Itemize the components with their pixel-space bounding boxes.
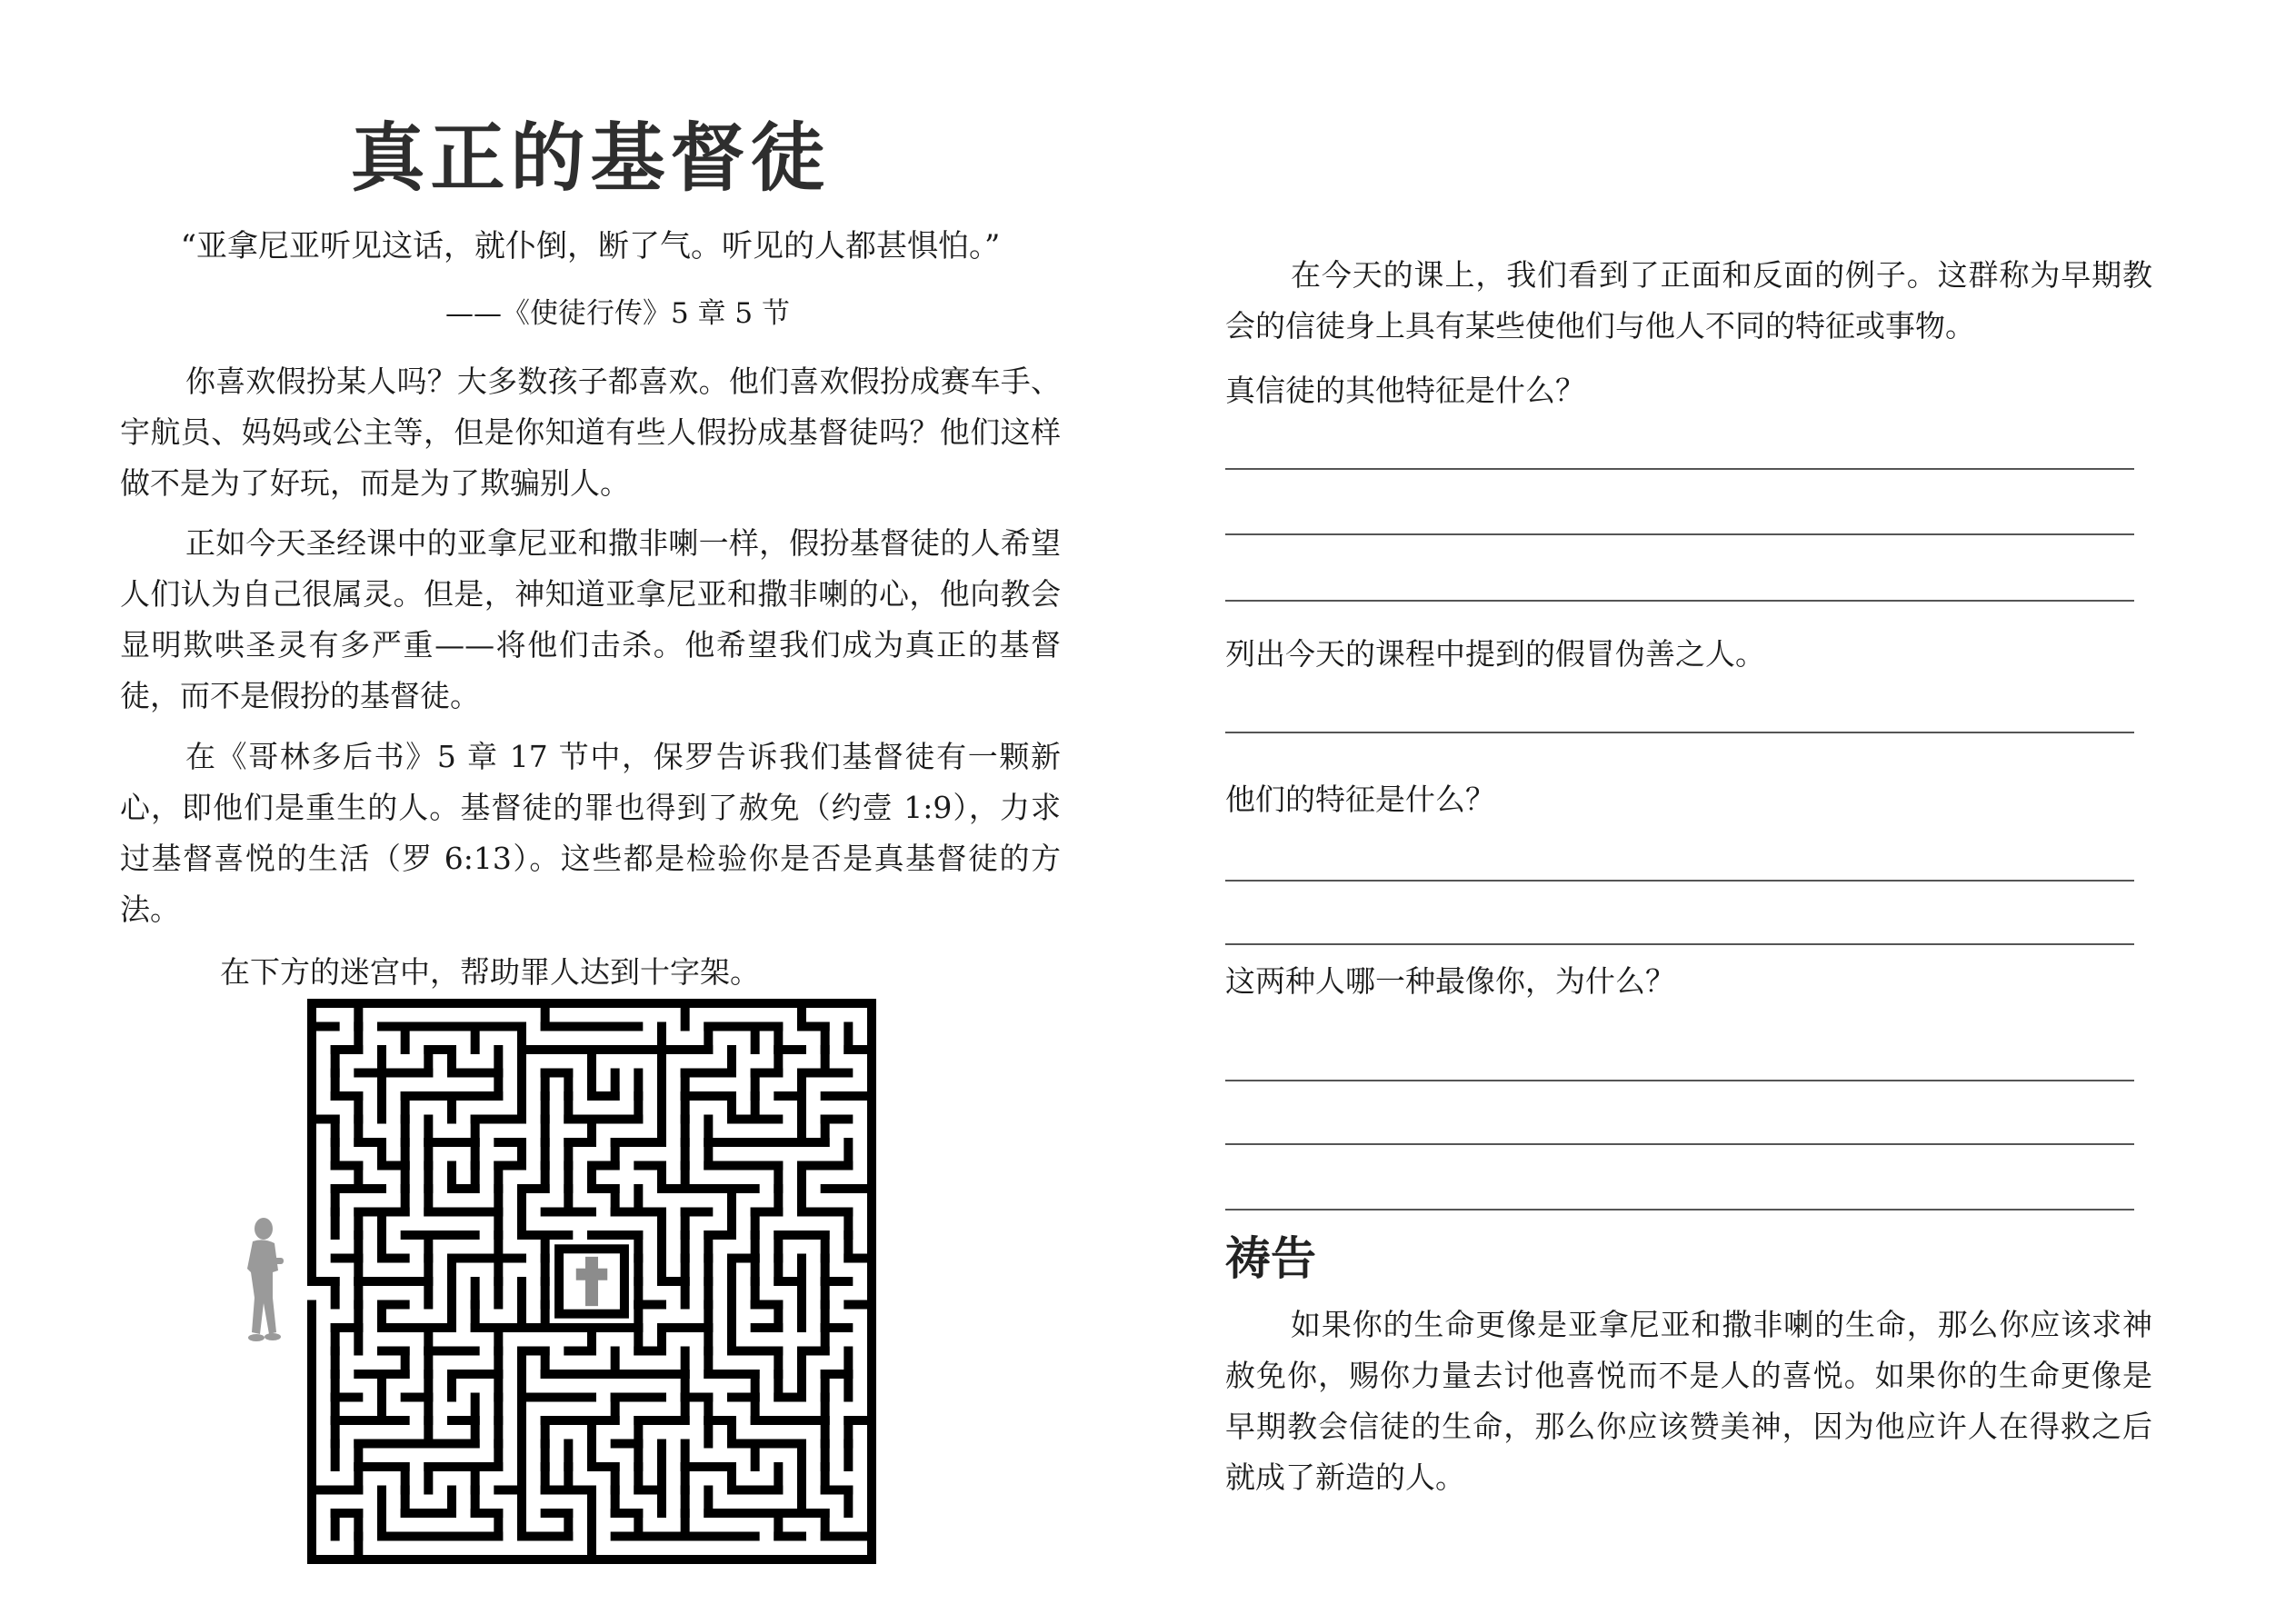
sinner-figure-icon	[245, 1216, 285, 1343]
verse-reference: ——《使徒行传》5 章 5 节	[444, 297, 790, 330]
answer-line[interactable]	[1225, 880, 2134, 882]
answer-line[interactable]	[1225, 1080, 2134, 1081]
left-page	[120, 0, 1061, 1624]
memory-verse: “亚拿尼亚听见这话，就仆倒，断了气。听见的人都甚惧怕。”	[180, 228, 1001, 264]
answer-line[interactable]	[1225, 732, 2134, 733]
question-4: 这两种人哪一种最像你，为什么？	[1225, 963, 1675, 999]
question-3: 他们的特征是什么？	[1225, 782, 1495, 817]
intro-paragraph: 你喜欢假扮某人吗？大多数孩子都喜欢。他们喜欢假扮成赛车手、宇航员、妈妈或公主等，但是你知道有些人假扮成基督徒吗？他们这样做不是为了好玩，而是为了欺骗别人。	[120, 364, 1061, 501]
second-paragraph: 正如今天圣经课中的亚拿尼亚和撒非喇一样，假扮基督徒的人希望人们认为自己很属灵。但是，神知道亚拿尼亚和撒非喇的心，他向教会显明欺哄圣灵有多严重——将他们击杀。他希望我们成为真正的基督徒，而不是假扮的基督徒。	[120, 525, 1061, 713]
maze[interactable]	[306, 998, 877, 1565]
question-1: 真信徒的其他特征是什么？	[1225, 373, 1585, 408]
right-page	[1225, 0, 2152, 1624]
third-paragraph: 在《哥林多后书》5 章 17 节中，保罗告诉我们基督徒有一颗新心，即他们是重生的人。基督徒的罪也得到了赦免（约壹 1:9），力求过基督喜悦的生活（罗 6:13）。这些都是检验你是否是真基督徒的方法。	[120, 739, 1061, 927]
answer-line[interactable]	[1225, 1209, 2134, 1211]
lesson-intro: 在今天的课上，我们看到了正面和反面的例子。这群称为早期教会的信徒身上具有某些使他们与他人不同的特征或事物。	[1225, 257, 2152, 344]
page-title: 真正的基督徒	[350, 115, 831, 202]
answer-line[interactable]	[1225, 468, 2134, 470]
question-2: 列出今天的课程中提到的假冒伪善之人。	[1225, 636, 1765, 672]
prayer-text: 如果你的生命更像是亚拿尼亚和撒非喇的生命，那么你应该求神赦免你，赐你力量去讨他喜悦而不是人的喜悦。如果你的生命更像是早期教会信徒的生命，那么你应该赞美神，因为他应许人在得救之后就成了新造的人。	[1225, 1307, 2152, 1495]
answer-line[interactable]	[1225, 600, 2134, 602]
prayer-heading: 祷告	[1225, 1232, 1316, 1285]
maze-caption: 在下方的迷宫中，帮助罪人达到十字架。	[220, 954, 760, 990]
answer-line[interactable]	[1225, 943, 2134, 945]
answer-line[interactable]	[1225, 1143, 2134, 1145]
answer-line[interactable]	[1225, 533, 2134, 535]
